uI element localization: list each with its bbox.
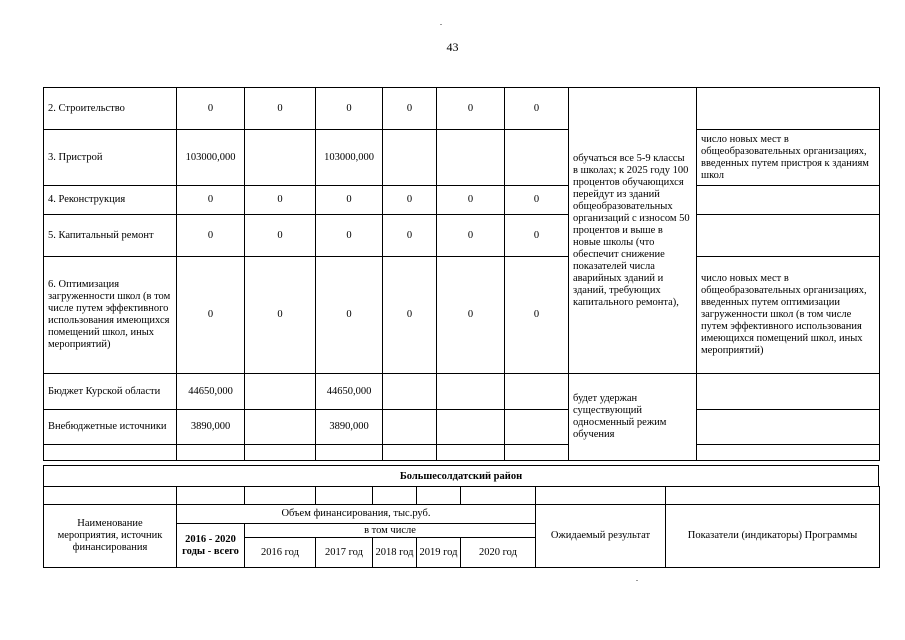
cell-total: 0 xyxy=(177,186,245,215)
table-row xyxy=(44,410,880,445)
page-number: 43 xyxy=(446,40,459,54)
cell-2016 xyxy=(245,374,316,410)
header-funding: Объем финансирования, тыс.руб. xyxy=(177,505,536,524)
cell-2019: 0 xyxy=(437,186,505,215)
cell-2017: 103000,000 xyxy=(316,130,383,186)
cell-2016: 0 xyxy=(245,215,316,257)
header-2020: 2020 год xyxy=(461,538,536,568)
cell-total: 103000,000 xyxy=(177,130,245,186)
header-total: 2016 - 2020 годы - всего xyxy=(177,524,245,568)
header-2016: 2016 год xyxy=(245,538,316,568)
header-including: в том числе xyxy=(245,524,536,538)
cell-2020: 0 xyxy=(505,215,569,257)
cell-2020 xyxy=(505,410,569,445)
table-row xyxy=(44,445,880,461)
header-2018: 2018 год xyxy=(373,538,417,568)
cell-2018 xyxy=(383,374,437,410)
header-name-col: Наименование мероприятия, источник финансирования xyxy=(44,505,177,568)
program-table xyxy=(43,87,880,461)
row-name: Бюджет Курской области xyxy=(44,374,177,410)
row-name: 2. Строительство xyxy=(44,88,177,130)
cell-2020: 0 xyxy=(505,257,569,374)
cell-2017: 3890,000 xyxy=(316,410,383,445)
indicator-cell xyxy=(697,374,880,410)
cell-2018 xyxy=(383,410,437,445)
expected-result-cell: будет удержан существующий односменный режим обучения xyxy=(569,374,697,461)
header-table xyxy=(43,486,880,568)
row-name: 6. Оптимизация загруженности школ (в том числе путем эффективного использования имеющихся помещений школ, иных мероприятий) xyxy=(44,257,177,374)
header-2017: 2017 год xyxy=(316,538,373,568)
cell-2017: 0 xyxy=(316,88,383,130)
cell-2020: 0 xyxy=(505,186,569,215)
cell-2017: 44650,000 xyxy=(316,374,383,410)
cell-2020 xyxy=(505,374,569,410)
cell-2019: 0 xyxy=(437,88,505,130)
cell-2018 xyxy=(383,130,437,186)
table-row xyxy=(44,186,880,215)
cell-2016: 0 xyxy=(245,88,316,130)
indicator-cell xyxy=(697,410,880,445)
table-row xyxy=(44,374,880,410)
row-name: Внебюджетные источники xyxy=(44,410,177,445)
cell-2018: 0 xyxy=(383,88,437,130)
scan-speck xyxy=(636,580,638,581)
indicator-cell xyxy=(697,88,880,130)
cell-2016 xyxy=(245,410,316,445)
cell-total: 0 xyxy=(177,257,245,374)
indicator-cell xyxy=(697,186,880,215)
cell-2017: 0 xyxy=(316,186,383,215)
row-name: 4. Реконструкция xyxy=(44,186,177,215)
table-row xyxy=(44,130,880,186)
cell-2018: 0 xyxy=(383,186,437,215)
cell-2016 xyxy=(245,130,316,186)
row-name: 5. Капитальный ремонт xyxy=(44,215,177,257)
cell-2019: 0 xyxy=(437,257,505,374)
header-result: Ожидаемый результат xyxy=(536,505,666,568)
expected-result-cell: обучаться все 5-9 классы в школах; к 2025 году 100 процентов обучающихся перейдут из зданий общеобразовательных организаций с износом 50 процентов и выше в новые школы (что обеспечит снижение показателей числа аварийных зданий и зданий, требующих капитального ремонта), xyxy=(569,88,697,374)
cell-total: 0 xyxy=(177,215,245,257)
cell-total: 3890,000 xyxy=(177,410,245,445)
cell-2020: 0 xyxy=(505,88,569,130)
indicator-cell: число новых мест в общеобразовательных организациях, введенных путем оптимизации загруженности школ (в том числе путем эффективного использования имеющихся помещений школ, иных мероприятий) xyxy=(697,257,880,374)
row-name: 3. Пристрой xyxy=(44,130,177,186)
table-row xyxy=(44,487,880,505)
table-row xyxy=(44,88,880,130)
cell-2019 xyxy=(437,130,505,186)
cell-total: 44650,000 xyxy=(177,374,245,410)
header-indicators: Показатели (индикаторы) Программы xyxy=(666,505,880,568)
cell-2020 xyxy=(505,130,569,186)
district-title: Большесолдатский район xyxy=(44,466,879,487)
indicator-cell xyxy=(697,215,880,257)
cell-2019 xyxy=(437,374,505,410)
cell-2016: 0 xyxy=(245,186,316,215)
cell-total: 0 xyxy=(177,88,245,130)
cell-2017: 0 xyxy=(316,257,383,374)
table-row xyxy=(44,215,880,257)
district-heading-table xyxy=(43,465,879,487)
cell-2017: 0 xyxy=(316,215,383,257)
header-2019: 2019 год xyxy=(417,538,461,568)
cell-2019 xyxy=(437,410,505,445)
cell-2018: 0 xyxy=(383,257,437,374)
indicator-cell: число новых мест в общеобразовательных организациях, введенных путем пристроя к зданиям школ xyxy=(697,130,880,186)
table-row xyxy=(44,257,880,374)
cell-2019: 0 xyxy=(437,215,505,257)
cell-2016: 0 xyxy=(245,257,316,374)
cell-2018: 0 xyxy=(383,215,437,257)
table-row xyxy=(44,505,880,524)
scan-speck xyxy=(440,24,442,25)
